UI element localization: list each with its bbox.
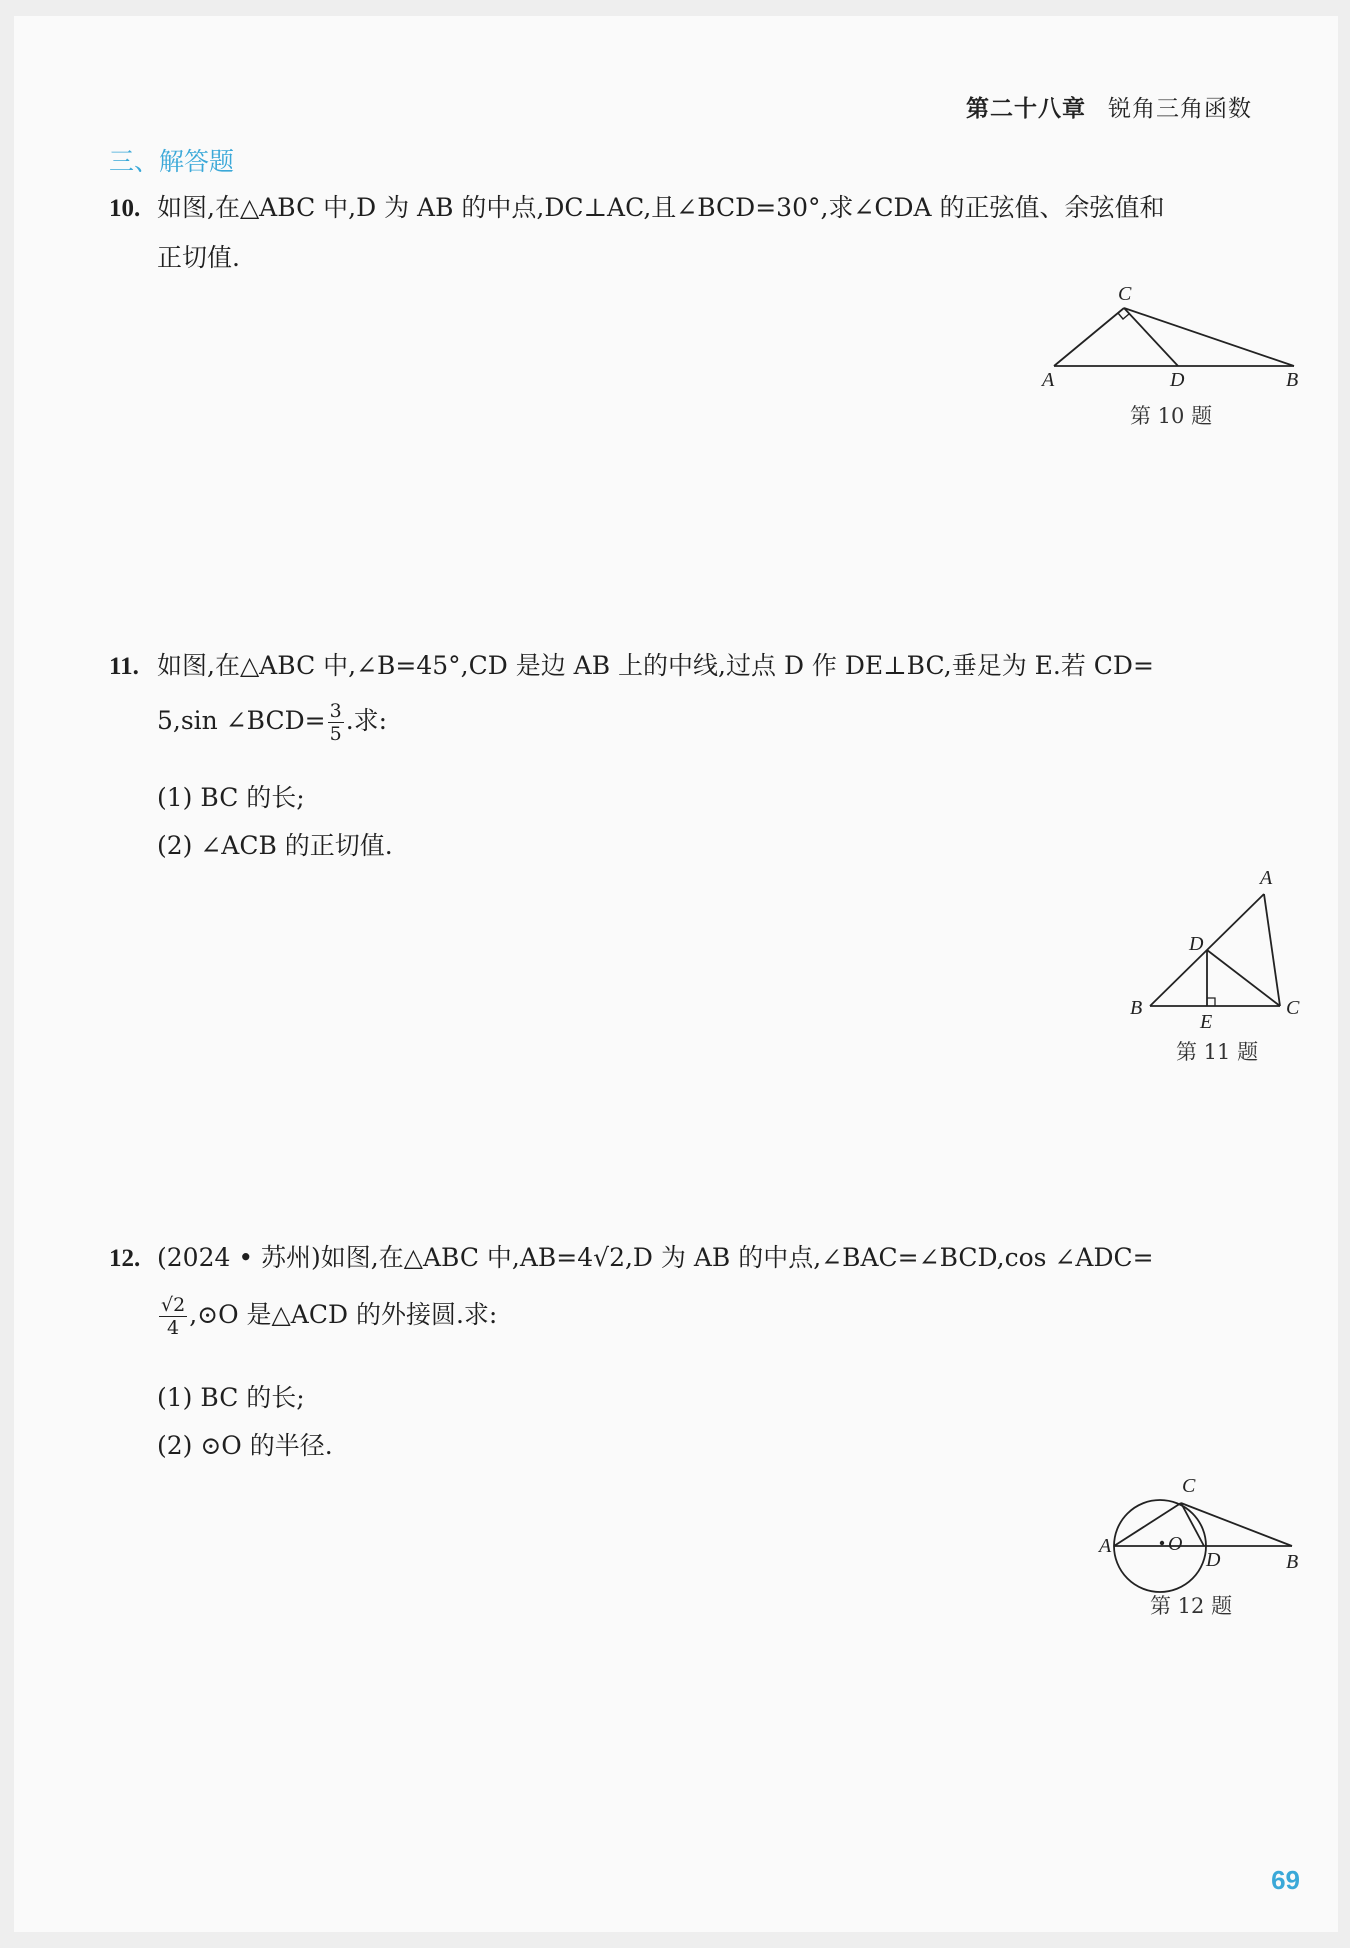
textbook-page bbox=[14, 16, 1338, 1932]
label-A: A bbox=[1099, 1535, 1112, 1557]
page-header bbox=[966, 90, 1252, 123]
question-number: 11. bbox=[109, 653, 139, 680]
label-C: C bbox=[1118, 283, 1132, 305]
label-O: O bbox=[1168, 1533, 1183, 1555]
fraction: $\frac{√2}{4}$ bbox=[161, 1294, 186, 1339]
question-text-line1: 如图,在△ABC 中,∠B=45°,CD 是边 AB 上的中线,过点 D 作 DE⊥BC,垂足为 E.若 CD= bbox=[157, 651, 1154, 680]
fraction: $\frac{3}{5}$ bbox=[329, 700, 342, 745]
label-C: C bbox=[1182, 1475, 1196, 1497]
sub-question-2: (2) ∠ACB 的正切值. bbox=[157, 831, 393, 860]
label-B: B bbox=[1286, 1551, 1299, 1573]
figure-q10 bbox=[1034, 283, 1314, 396]
question-text-line1: 如图,在△ABC 中,D 为 AB 的中点,DC⊥AC,且∠BCD=30°,求∠CDA 的正弦值、余弦值和 bbox=[157, 193, 1165, 222]
question-text-line1: (2024 • 苏州)如图,在△ABC 中,AB=4√2,D 为 AB 的中点,∠BAC=∠BCD,cos ∠ADC= bbox=[157, 1243, 1154, 1272]
figure-q11 bbox=[1124, 866, 1304, 1033]
label-E: E bbox=[1200, 1011, 1213, 1033]
label-B: B bbox=[1130, 997, 1143, 1019]
sub-question-2: (2) ⊙O 的半径. bbox=[157, 1431, 333, 1460]
label-D: D bbox=[1170, 369, 1185, 391]
chapter-title: 锐角三角函数 bbox=[1108, 96, 1252, 122]
label-D: D bbox=[1206, 1549, 1221, 1571]
question-number: 12. bbox=[109, 1245, 141, 1272]
label-D: D bbox=[1189, 933, 1204, 955]
figure-caption: 第 12 题 bbox=[1150, 1594, 1233, 1618]
sub-question-1: (1) BC 的长; bbox=[157, 1383, 305, 1412]
label-A: A bbox=[1042, 369, 1055, 391]
section-title: 三、解答题 bbox=[109, 147, 235, 176]
label-C: C bbox=[1286, 997, 1300, 1019]
page-number: 69 bbox=[1271, 1865, 1300, 1895]
question-text-line2: $\frac{√2}{4}$ ,⊙O 是△ACD 的外接圆.求: bbox=[161, 1294, 498, 1339]
chapter-label: 第二十八章 bbox=[966, 96, 1086, 122]
figure-caption: 第 11 题 bbox=[1176, 1040, 1259, 1064]
question-text-line2: 5,sin ∠BCD= $\frac{3}{5}$ .求: bbox=[157, 700, 388, 745]
question-number: 10. bbox=[109, 195, 141, 222]
figure-q12 bbox=[1096, 1456, 1316, 1596]
question-text-line2: 正切值. bbox=[157, 243, 240, 272]
label-B: B bbox=[1286, 369, 1299, 391]
sub-question-1: (1) BC 的长; bbox=[157, 783, 305, 812]
figure-caption: 第 10 题 bbox=[1130, 404, 1213, 428]
label-A: A bbox=[1260, 867, 1273, 889]
